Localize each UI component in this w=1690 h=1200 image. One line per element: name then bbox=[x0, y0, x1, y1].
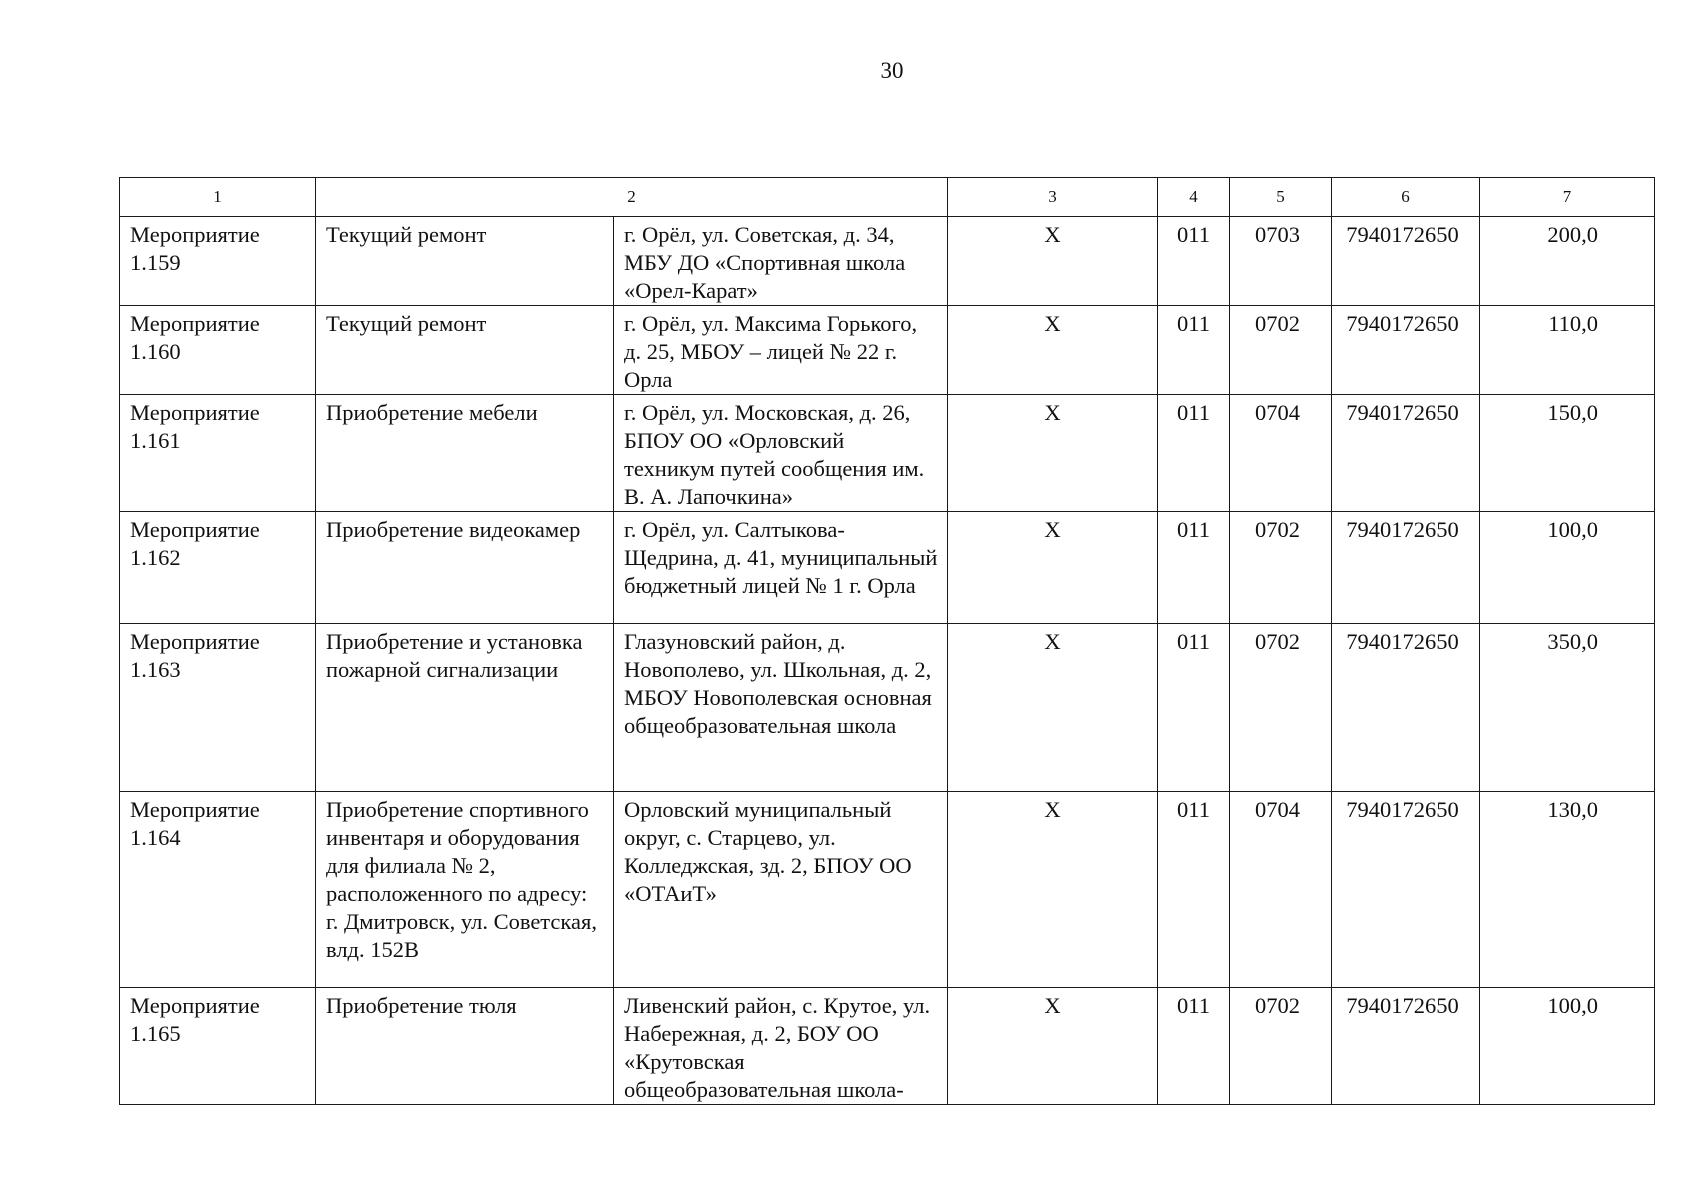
col6-cell: 7940172650 bbox=[1332, 306, 1480, 395]
col3-cell: Х bbox=[948, 512, 1158, 624]
table-header-row bbox=[120, 178, 1655, 217]
page-number: 30 bbox=[880, 58, 904, 83]
header-cell-7: 7 bbox=[1480, 178, 1655, 217]
col7-cell: 100,0 bbox=[1480, 512, 1655, 624]
header-cell-1: 1 bbox=[120, 178, 316, 217]
col6-cell: 7940172650 bbox=[1332, 395, 1480, 512]
header-cell-2: 2 bbox=[316, 178, 948, 217]
col5-cell: 0703 bbox=[1230, 217, 1332, 306]
col6-cell: 7940172650 bbox=[1332, 988, 1480, 1105]
measure-cell: Мероприятие 1.162 bbox=[120, 512, 316, 624]
action-cell: Приобретение мебели bbox=[316, 395, 614, 512]
col4-cell: 011 bbox=[1158, 792, 1230, 988]
table-row bbox=[120, 792, 1655, 988]
col4-cell: 011 bbox=[1158, 217, 1230, 306]
col4-cell: 011 bbox=[1158, 306, 1230, 395]
col3-cell: Х bbox=[948, 395, 1158, 512]
action-cell: Текущий ремонт bbox=[316, 217, 614, 306]
col5-cell: 0702 bbox=[1230, 306, 1332, 395]
col6-cell: 7940172650 bbox=[1332, 217, 1480, 306]
table-row bbox=[120, 306, 1655, 395]
col7-cell: 150,0 bbox=[1480, 395, 1655, 512]
action-cell: Приобретение спортивного инвентаря и оборудования для филиала № 2, расположенного по адресу: г. Дмитровск, ул. Советская, влд. 152В bbox=[316, 792, 614, 988]
action-cell: Приобретение видеокамер bbox=[316, 512, 614, 624]
col7-cell: 110,0 bbox=[1480, 306, 1655, 395]
action-cell: Приобретение тюля bbox=[316, 988, 614, 1105]
address-cell: г. Орёл, ул. Московская, д. 26, БПОУ ОО «Орловский техникум путей сообщения им. В. А. Лапочкина» bbox=[614, 395, 948, 512]
measure-cell: Мероприятие 1.164 bbox=[120, 792, 316, 988]
col3-cell: Х bbox=[948, 306, 1158, 395]
measure-cell: Мероприятие 1.159 bbox=[120, 217, 316, 306]
address-cell: г. Орёл, ул. Салтыкова-Щедрина, д. 41, муниципальный бюджетный лицей № 1 г. Орла bbox=[614, 512, 948, 624]
table-row bbox=[120, 512, 1655, 624]
address-cell: Глазуновский район, д. Новополево, ул. Школьная, д. 2, МБОУ Новополевская основная общеобразовательная школа bbox=[614, 624, 948, 792]
address-cell: г. Орёл, ул. Максима Горького, д. 25, МБОУ – лицей № 22 г. Орла bbox=[614, 306, 948, 395]
measure-cell: Мероприятие 1.160 bbox=[120, 306, 316, 395]
col3-cell: Х bbox=[948, 624, 1158, 792]
header-cell-3: 3 bbox=[948, 178, 1158, 217]
col3-cell: Х bbox=[948, 988, 1158, 1105]
address-cell: Ливенский район, с. Крутое, ул. Набережная, д. 2, БОУ ОО «Крутовская общеобразовательная школа- bbox=[614, 988, 948, 1105]
col7-cell: 100,0 bbox=[1480, 988, 1655, 1105]
col7-cell: 200,0 bbox=[1480, 217, 1655, 306]
action-cell: Текущий ремонт bbox=[316, 306, 614, 395]
address-cell: г. Орёл, ул. Советская, д. 34, МБУ ДО «Спортивная школа «Орел-Карат» bbox=[614, 217, 948, 306]
table-row bbox=[120, 624, 1655, 792]
col5-cell: 0702 bbox=[1230, 988, 1332, 1105]
col6-cell: 7940172650 bbox=[1332, 512, 1480, 624]
col5-cell: 0702 bbox=[1230, 624, 1332, 792]
measure-cell: Мероприятие 1.161 bbox=[120, 395, 316, 512]
table-row bbox=[120, 395, 1655, 512]
address-cell: Орловский муниципальный округ, с. Старцево, ул. Колледжская, зд. 2, БПОУ ОО «ОТАиТ» bbox=[614, 792, 948, 988]
col5-cell: 0702 bbox=[1230, 512, 1332, 624]
col3-cell: Х bbox=[948, 792, 1158, 988]
col5-cell: 0704 bbox=[1230, 395, 1332, 512]
col4-cell: 011 bbox=[1158, 395, 1230, 512]
action-cell: Приобретение и установка пожарной сигнализации bbox=[316, 624, 614, 792]
header-cell-5: 5 bbox=[1230, 178, 1332, 217]
col6-cell: 7940172650 bbox=[1332, 792, 1480, 988]
col7-cell: 130,0 bbox=[1480, 792, 1655, 988]
col3-cell: Х bbox=[948, 217, 1158, 306]
table-row bbox=[120, 217, 1655, 306]
col4-cell: 011 bbox=[1158, 512, 1230, 624]
measure-cell: Мероприятие 1.165 bbox=[120, 988, 316, 1105]
header-cell-4: 4 bbox=[1158, 178, 1230, 217]
col7-cell: 350,0 bbox=[1480, 624, 1655, 792]
col6-cell: 7940172650 bbox=[1332, 624, 1480, 792]
table-row bbox=[120, 988, 1655, 1105]
col4-cell: 011 bbox=[1158, 624, 1230, 792]
col4-cell: 011 bbox=[1158, 988, 1230, 1105]
measure-cell: Мероприятие 1.163 bbox=[120, 624, 316, 792]
budget-measures-table bbox=[119, 177, 1655, 1105]
header-cell-6: 6 bbox=[1332, 178, 1480, 217]
col5-cell: 0704 bbox=[1230, 792, 1332, 988]
